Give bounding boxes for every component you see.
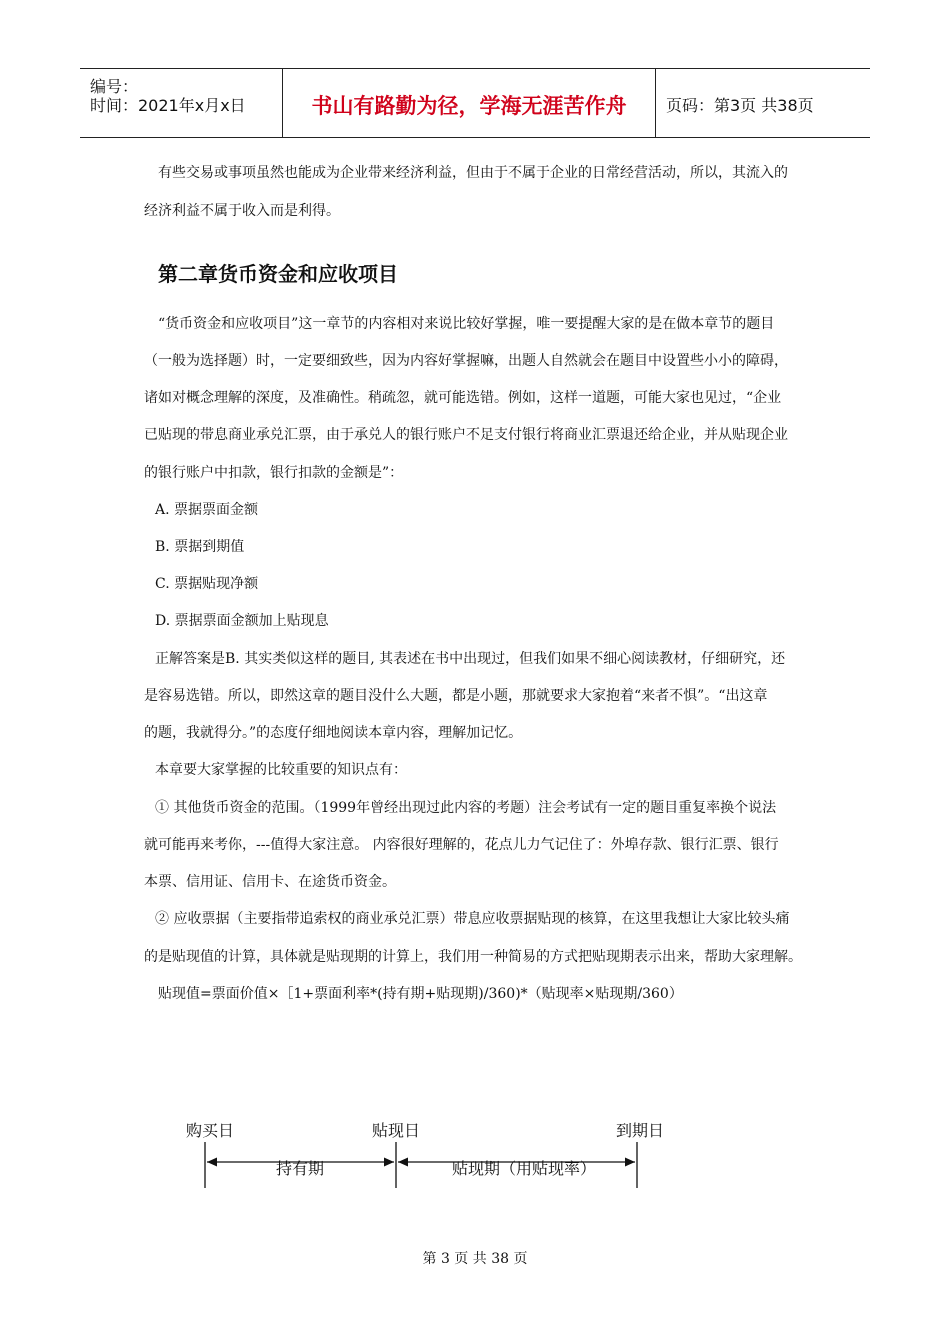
holding-period-label: 持有期 <box>276 1159 325 1178</box>
maturity-day-label: 到期日 <box>616 1121 665 1140</box>
motto-text: 书山有路勤为径，学海无涯苦作舟 <box>311 94 627 118</box>
body-line: 有些交易或事项虽然也能成为企业带来经济利益，但由于不属于企业的日常经营活动，所以，其流入的 <box>158 165 788 181</box>
time-label: 时间：2021年x月x日 <box>90 96 246 115</box>
paragraph-line: 本章要大家掌握的比较重要的知识点有： <box>155 762 407 778</box>
option-b: B. 票据到期值 <box>155 539 245 555</box>
discount-period-diagram <box>170 1110 690 1200</box>
purchase-day-label: 购买日 <box>186 1121 235 1140</box>
formula-line: 贴现值=票面价值×［1+票面利率*(持有期+贴现期)/360)*（贴现率×贴现期/360） <box>158 986 683 1002</box>
header-right-cell <box>656 69 870 137</box>
arrowhead-left-2 <box>398 1158 408 1167</box>
discount-day-label: 贴现日 <box>372 1121 421 1140</box>
paragraph-line: 就可能再来考你，---值得大家注意。 内容很好理解的，花点儿力气记住了：外埠存款、银行汇票、银行 <box>144 837 779 853</box>
paragraph-line: 是容易选错。所以，即然这章的题目没什么大题，都是小题，那就要求大家抱着“来者不惧”。“出这章 <box>144 688 768 704</box>
body-line: 经济利益不属于收入而是利得。 <box>144 203 340 219</box>
arrowhead-right-1 <box>384 1158 394 1167</box>
chapter-title: 第二章货币资金和应收项目 <box>158 262 398 286</box>
discount-period-label: 贴现期（用贴现率） <box>452 1159 597 1178</box>
option-d: D. 票据票面金额加上贴现息 <box>155 613 329 629</box>
paragraph-line: 正解答案是B. 其实类似这样的题目, 其表述在书中出现过，但我们如果不细心阅读教材，仔细研究，还 <box>155 651 786 667</box>
knowledge-point-1: ① 其他货币资金的范围。（1999年曾经出现过此内容的考题）注会考试有一定的题目重复率换个说法 <box>155 800 777 816</box>
timeline-svg <box>170 1110 690 1200</box>
arrowhead-right-2 <box>625 1158 635 1167</box>
paragraph-line: 已贴现的带息商业承兑汇票，由于承兑人的银行账户不足支付银行将商业汇票退还给企业，并从贴现企业 <box>144 427 788 443</box>
paragraph-line: 的题，我就得分。”的态度仔细地阅读本章内容，理解加记忆。 <box>144 725 523 741</box>
page-footer: 第 3 页 共 38 页 <box>422 1251 528 1267</box>
paragraph-line: 的银行账户中扣款，银行扣款的金额是”： <box>144 465 404 481</box>
paragraph-line: 本票、信用证、信用卡、在途货币资金。 <box>144 874 396 890</box>
paragraph-line: （一般为选择题）时，一定要细致些，因为内容好掌握嘛，出题人自然就会在题目中设置些小小的障碍， <box>144 353 788 369</box>
paragraph-line: “货币资金和应收项目”这一章节的内容相对来说比较好掌握，唯一要提醒大家的是在做本章节的题目 <box>158 316 775 332</box>
arrowhead-left-1 <box>207 1158 217 1167</box>
paragraph-line: 的是贴现值的计算，具体就是贴现期的计算上，我们用一种简易的方式把贴现期表示出来，帮助大家理解。 <box>144 949 802 965</box>
number-label: 编号： <box>90 77 139 96</box>
header-left-cell <box>80 69 282 137</box>
option-a: A. 票据票面金额 <box>155 502 259 518</box>
knowledge-point-2: ② 应收票据（主要指带追索权的商业承兑汇票）带息应收票据贴现的核算，在这里我想让大家比较头痛 <box>155 911 790 927</box>
page-info: 页码：第3页 共38页 <box>666 96 814 115</box>
document-header <box>80 68 870 138</box>
paragraph-line: 诸如对概念理解的深度，及准确性。稍疏忽，就可能选错。例如，这样一道题，可能大家也见过，“企业 <box>144 390 782 406</box>
option-c: C. 票据贴现净额 <box>155 576 259 592</box>
header-motto-cell <box>282 69 656 137</box>
